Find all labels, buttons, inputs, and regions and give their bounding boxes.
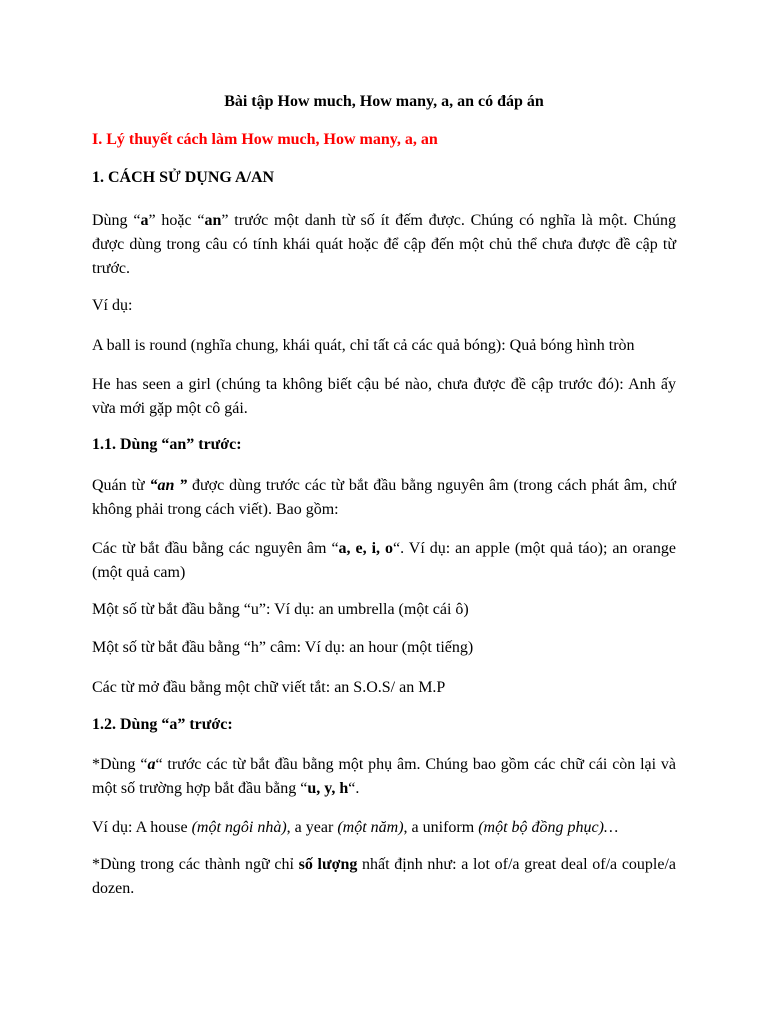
paragraph-quantity-idioms: *Dùng trong các thành ngữ chỉ số lượng nhất định như: a lot of/a great deal of/a couple/a dozen.: [92, 856, 677, 897]
paragraph-an-rule: Quán từ “an ” được dùng trước các từ bắt đầu bằng nguyên âm (trong cách phát âm, chứ không phải trong cách viết). Bao gồm:: [92, 477, 676, 518]
paragraph-u-words: Một số từ bắt đầu bằng “u”: Ví dụ: an umbrella (một cái ô): [92, 601, 469, 618]
heading-usage-a-an: 1. CÁCH SỬ DỤNG A/AN: [92, 169, 275, 186]
heading-use-a: 1.2. Dùng “a” trước:: [92, 716, 233, 733]
paragraph-a-rule: *Dùng “a“ trước các từ bắt đầu bằng một phụ âm. Chúng bao gồm các chữ cái còn lại và một số trường hợp bắt đầu bằng “u, y, h“.: [92, 756, 677, 797]
paragraph-a-examples: Ví dụ: A house (một ngôi nhà), a year (một năm), a uniform (một bộ đồng phục)…: [92, 819, 619, 836]
heading-use-an: 1.1. Dùng “an” trước:: [92, 436, 242, 453]
section-heading: I. Lý thuyết cách làm How much, How many, a, an: [92, 131, 438, 148]
paragraph-silent-h: Một số từ bắt đầu bằng “h” câm: Ví dụ: an hour (một tiếng): [92, 639, 474, 656]
paragraph-example-ball: A ball is round (nghĩa chung, khái quát, chỉ tất cả các quả bóng): Quả bóng hình tròn: [92, 337, 635, 354]
paragraph-example-girl: He has seen a girl (chúng ta không biết cậu bé nào, chưa được đề cập trước đó): Anh ấy vừa mới gặp một cô gái.: [92, 376, 676, 417]
document-title: Bài tập How much, How many, a, an có đáp án: [224, 93, 544, 110]
paragraph-vowels: Các từ bắt đầu bằng các nguyên âm “a, e, i, o“. Ví dụ: an apple (một quả táo); an orange (một quả cam): [92, 540, 676, 581]
paragraph-example-label: Ví dụ:: [92, 297, 133, 314]
paragraph-definition: Dùng “a” hoặc “an” trước một danh từ số ít đếm được. Chúng có nghĩa là một. Chúng được dùng trong câu có tính khái quát hoặc để cập đến một chủ thể chưa được đề cập từ trước.: [92, 212, 677, 277]
paragraph-abbreviations: Các từ mở đầu bằng một chữ viết tắt: an S.O.S/ an M.P: [92, 679, 446, 696]
